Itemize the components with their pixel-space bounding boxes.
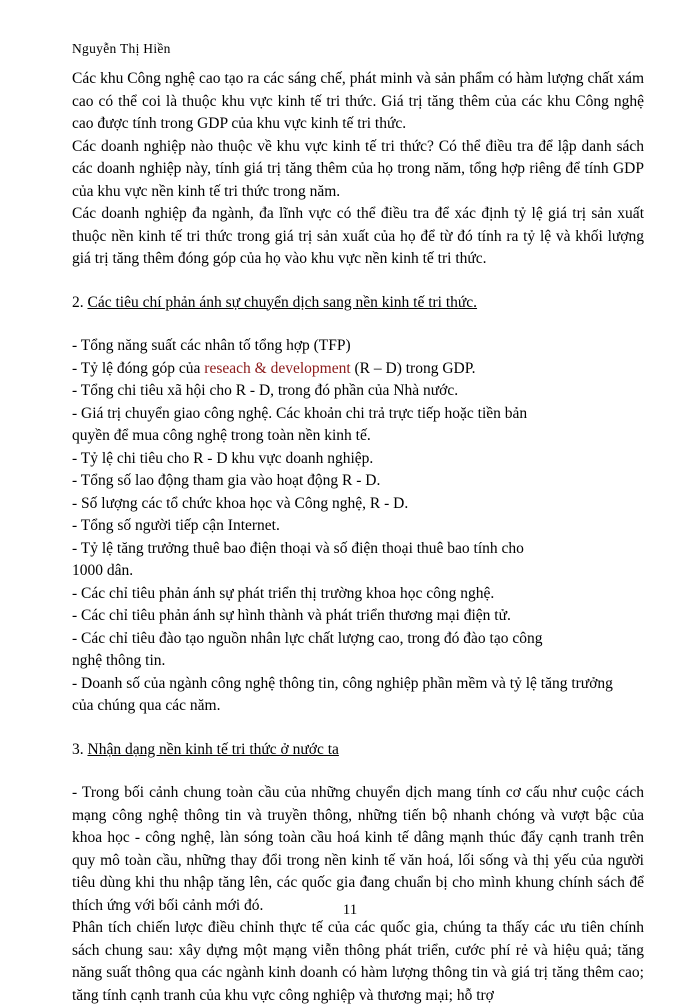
section-3-title: Nhận dạng nền kinh tế tri thức ở nước ta bbox=[87, 740, 339, 758]
list-item: - Tỷ lệ tăng trưởng thuê bao điện thoại và số điện thoại thuê bao tính cho bbox=[72, 539, 524, 557]
list-item: - Số lượng các tổ chức khoa học và Công nghệ, R - D. bbox=[72, 494, 409, 512]
list-item: - Tỷ lệ chi tiêu cho R - D khu vực doanh nghiệp. bbox=[72, 449, 374, 467]
list-item-text: (R – D) trong GDP. bbox=[350, 359, 476, 377]
intro-paragraph-1: Các khu Công nghệ cao tạo ra các sáng chế, phát minh và sản phẩm có hàm lượng chất xám cao có thể coi là thuộc khu vực kinh tế tri thức. Giá trị tăng thêm của các khu Công nghệ cao được tính trong GDP của khu vực kinh tế tri thức. bbox=[72, 70, 644, 132]
section-2-heading bbox=[72, 292, 644, 315]
intro-paragraph-2: Các doanh nghiệp nào thuộc về khu vực kinh tế tri thức? Có thể điều tra để lập danh sách các doanh nghiệp này, tính giá trị tăng thêm của họ trong năm, tổng hợp riêng để tính GDP của khu vực nền kinh tế tri thức trong năm. bbox=[72, 137, 644, 200]
document-body bbox=[72, 68, 644, 1007]
page-number: 11 bbox=[342, 902, 358, 918]
list-item-continuation: của chúng qua các năm. bbox=[72, 697, 221, 714]
list-item: - Tổng số lao động tham gia vào hoạt động R - D. bbox=[72, 472, 381, 489]
list-item-continuation: quyền để mua công nghệ trong toàn nền kinh tế. bbox=[72, 427, 371, 444]
list-item-continuation: nghệ thông tin. bbox=[72, 652, 166, 669]
section-2-number: 2. bbox=[72, 293, 84, 311]
list-item: - Giá trị chuyển giao công nghệ. Các khoản chi trả trực tiếp hoặc tiền bản bbox=[72, 404, 528, 422]
list-item: - Các chỉ tiêu đào tạo nguồn nhân lực chất lượng cao, trong đó đào tạo công bbox=[72, 629, 543, 647]
list-item: - Tổng số người tiếp cận Internet. bbox=[72, 517, 280, 534]
list-item: - Các chỉ tiêu phản ánh sự hình thành và phát triển thương mại điện tử. bbox=[72, 607, 511, 624]
list-item bbox=[72, 358, 644, 381]
section-3-number: 3. bbox=[72, 740, 84, 758]
highlighted-term: reseach & development bbox=[204, 359, 351, 377]
intro-paragraph-3: Các doanh nghiệp đa ngành, đa lĩnh vực có thể điều tra để xác định tỷ lệ giá trị sản xuất thuộc nền kinh tế tri thức trong giá trị sản xuất của họ để từ đó tính ra tỷ lệ và khối lượng giá trị tăng thêm đóng góp của họ vào khu vực nền kinh tế tri thức. bbox=[72, 205, 644, 267]
section-3-paragraph-1: - Trong bối cảnh chung toàn cầu của những chuyển dịch mang tính cơ cấu như cuộc cách mạng công nghệ thông tin và truyền thông, những tiến bộ nhanh chóng và vượt bậc của khoa học - công nghệ, làn sóng toàn cầu hoá kinh tế dâng mạnh thúc đẩy cạnh tranh trên quy mô toàn cầu, những thay đổi trong nền kinh tế văn hoá, lối sống và thị yếu của người tiêu dùng khi thu nhập tăng lên, các quốc gia đang chuẩn bị cho mình khung chính sách để thích ứng với bối cảnh mới đó. bbox=[72, 784, 644, 914]
list-item: - Tổng chi tiêu xã hội cho R - D, trong đó phần của Nhà nước. bbox=[72, 382, 459, 399]
section-3-paragraph-2: Phân tích chiến lược điều chỉnh thực tế của các quốc gia, chúng ta thấy các ưu tiên chính sách chung sau: xây dựng một mạng viễn thông phát triển, cước phí rẻ và hiệu quả; tăng năng suất thông qua các ngành kinh doanh có hàm lượng thông tin và giá trị tăng thêm cao; tăng tính cạnh tranh của khu vực công nghiệp và thương mại; hỗ trợ bbox=[72, 919, 644, 1004]
list-item: - Doanh số của ngành công nghệ thông tin, công nghiệp phần mềm và tỷ lệ tăng trưởng bbox=[72, 674, 613, 692]
section-3-heading bbox=[72, 739, 644, 762]
list-item: - Các chỉ tiêu phản ánh sự phát triển thị trường khoa học công nghệ. bbox=[72, 584, 495, 602]
page-header-author: Nguyễn Thị Hiền bbox=[72, 41, 171, 56]
list-item-continuation: 1000 dân. bbox=[72, 562, 134, 579]
list-item-text: - Tỷ lệ đóng góp của bbox=[72, 359, 205, 377]
section-2-title: Các tiêu chí phản ánh sự chuyển dịch sang nền kinh tế tri thức. bbox=[87, 293, 478, 311]
list-item: - Tổng năng suất các nhân tố tổng hợp (TFP) bbox=[72, 337, 351, 354]
criteria-list bbox=[72, 335, 644, 718]
